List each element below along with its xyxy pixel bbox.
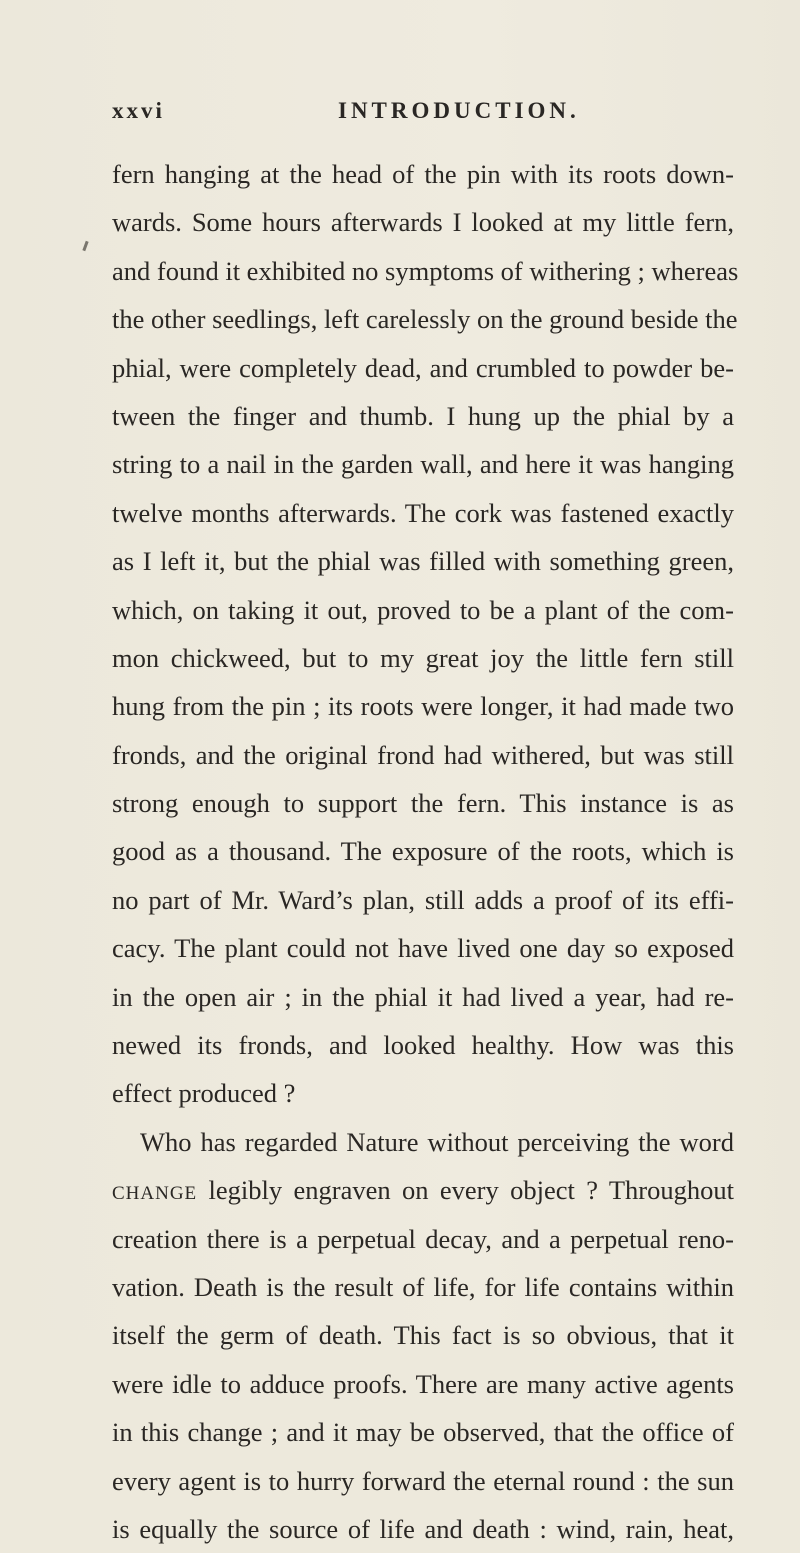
text-line: were idle to adduce proofs. There are many active agents — [112, 1368, 734, 1399]
text-line: is equally the source of life and death : wind, rain, heat, — [112, 1513, 734, 1544]
text-line: fern hanging at the head of the pin with its roots down- — [112, 159, 734, 189]
text-line: the other seedlings, left carelessly on the ground beside the — [112, 304, 738, 335]
text-line: good as a thousand. The exposure of the roots, which is — [112, 836, 734, 867]
text-line: no part of Mr. Ward’s plan, still adds a proof of its effi- — [112, 884, 734, 915]
text-line: mon chickweed, but to my great joy the little fern still — [112, 642, 734, 673]
text-line: wards. Some hours afterwards I looked at my little fern, — [112, 207, 734, 238]
text-line: twelve months afterwards. The cork was fastened exactly — [112, 497, 734, 528]
text-line: strong enough to support the fern. This instance is as — [112, 788, 734, 819]
text-line: vation. Death is the result of life, for life contains within — [112, 1271, 734, 1302]
text-line-small-caps — [112, 1166, 734, 1214]
text-line: string to a nail in the garden wall, and here it was hanging — [112, 449, 734, 480]
body-text — [112, 150, 739, 1553]
text-line: which, on taking it out, proved to be a plant of the com- — [112, 594, 734, 625]
text-line: itself the germ of death. This fact is so obvious, that it — [112, 1320, 734, 1351]
page-header — [112, 98, 722, 138]
page-number: xxvi — [112, 98, 165, 123]
text-line: hung from the pin ; its roots were longer, it had made two — [112, 691, 734, 722]
text-line: fronds, and the original frond had withered, but was still — [112, 739, 734, 770]
text-line: in the open air ; in the phial it had lived a year, had re- — [112, 981, 734, 1012]
text-line: every agent is to hurry forward the eternal round : the sun — [112, 1465, 734, 1496]
text-line: Who has regarded Nature without perceiving the word — [140, 1126, 734, 1157]
text-line: in this change ; and it may be observed, that the office of — [112, 1417, 734, 1448]
text-line: newed its fronds, and looked healthy. How was this — [112, 1030, 734, 1061]
text-line: effect produced ? — [112, 1078, 296, 1109]
margin-mark — [82, 241, 88, 251]
small-caps-word: change — [112, 1175, 198, 1206]
text-line: as I left it, but the phial was filled with something green, — [112, 546, 734, 577]
text-line: creation there is a perpetual decay, and a perpetual reno- — [112, 1223, 734, 1254]
text-line: and found it exhibited no symptoms of withering ; whereas — [112, 255, 739, 286]
text-line: phial, were completely dead, and crumbled to powder be- — [112, 352, 734, 383]
running-head: INTRODUCTION. — [338, 98, 580, 123]
text-line: cacy. The plant could not have lived one day so exposed — [112, 933, 734, 964]
text-line-rest: legibly engraven on every object ? Throughout — [197, 1175, 734, 1206]
text-line: tween the finger and thumb. I hung up the phial by a — [112, 400, 734, 431]
